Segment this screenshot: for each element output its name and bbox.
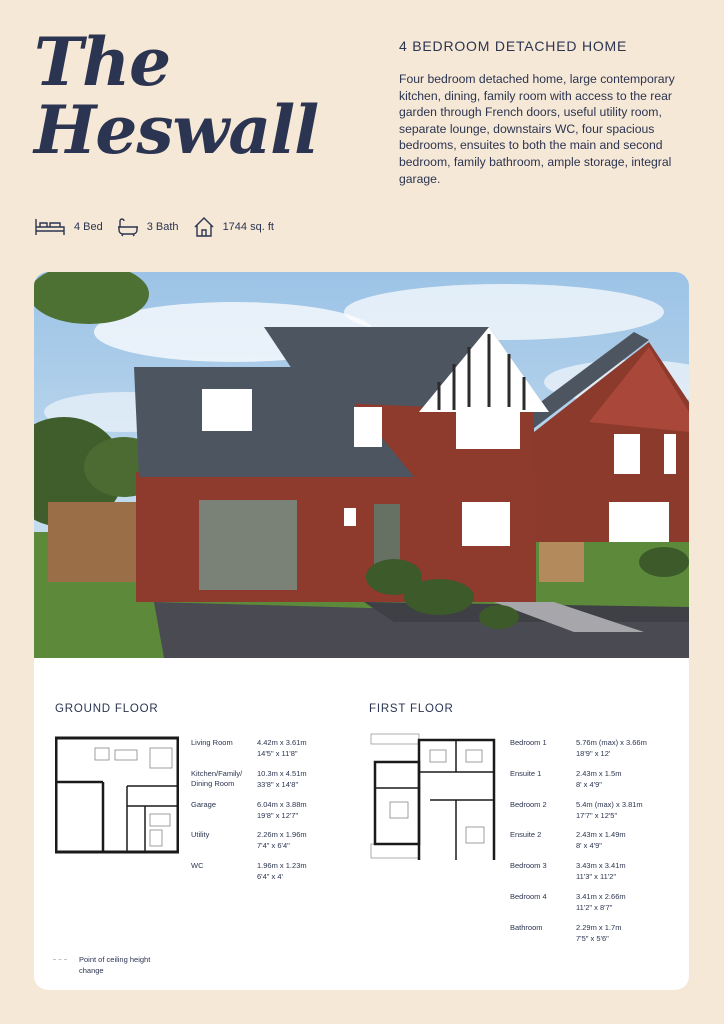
room-dimensions: 5.76m (max) x 3.66m 18'9" x 12' xyxy=(576,738,647,758)
room-dimensions: 3.41m x 2.66m 11'2" x 8'7" xyxy=(576,892,626,912)
bed-icon xyxy=(34,217,66,237)
room-dimensions: 6.04m x 3.88m 19'8" x 12'7" xyxy=(257,800,307,820)
room-name: Bathroom xyxy=(510,923,543,932)
stat-beds xyxy=(34,217,103,237)
stat-baths-label: 3 Bath xyxy=(146,221,179,233)
room-dimensions: 3.43m x 3.41m 11'3" x 11'2" xyxy=(576,861,626,881)
room-name: Living Room xyxy=(191,738,233,747)
ground-floor-plan xyxy=(55,736,179,854)
room-name: Utility xyxy=(191,830,210,839)
floorplan-card xyxy=(34,272,689,990)
room-dimensions: 2.26m x 1.96m 7'4" x 6'4" xyxy=(257,830,307,850)
room-dimensions: 2.43m x 1.5m 8' x 4'9" xyxy=(576,769,622,789)
house-icon xyxy=(193,216,215,238)
stat-beds-label: 4 Bed xyxy=(74,221,103,233)
room-dimensions: 1.96m x 1.23m 6'4" x 4' xyxy=(257,861,307,881)
room-dimensions: 10.3m x 4.51m 33'8" x 14'8" xyxy=(257,769,307,789)
room-dimensions: 4.42m x 3.61m 14'5" x 11'8" xyxy=(257,738,307,758)
stat-area-label: 1744 sq. ft xyxy=(222,221,274,233)
legend-text: Point of ceiling height change xyxy=(79,955,151,975)
room-name: Ensuite 2 xyxy=(510,830,542,839)
room-name: Bedroom 3 xyxy=(510,861,547,870)
room-dimensions: 2.29m x 1.7m 7'5" x 5'6" xyxy=(576,923,622,943)
house-description: Four bedroom detached home, large contemporary kitchen, dining, family room with access to the rear garden through French doors, useful utility room, separate lounge, downstairs WC, four spacious bedrooms, ensuites to both the main and second bedroom, family bathroom, ample storage, integral garage. xyxy=(399,72,675,186)
room-name: WC xyxy=(191,861,204,870)
first-floor-plan xyxy=(370,732,496,860)
room-name: Bedroom 1 xyxy=(510,738,547,747)
room-name: Bedroom 4 xyxy=(510,892,547,901)
bath-icon xyxy=(117,217,139,237)
stat-area xyxy=(193,216,274,238)
room-name: Ensuite 1 xyxy=(510,769,542,778)
ground-floor-title: GROUND FLOOR xyxy=(55,703,159,715)
stat-baths xyxy=(117,217,179,237)
title-line-2: Heswall xyxy=(34,91,319,169)
house-type-subtitle: 4 BEDROOM DETACHED HOME xyxy=(399,38,628,54)
room-dimensions: 5.4m (max) x 3.81m 17'7" x 12'5" xyxy=(576,800,643,820)
room-name: Garage xyxy=(191,800,217,809)
house-stats xyxy=(34,216,288,238)
house-exterior-image xyxy=(34,272,689,658)
room-dimensions: 2.43m x 1.49m 8' x 4'9" xyxy=(576,830,626,850)
legend-dashed-line xyxy=(53,959,67,960)
room-name: Bedroom 2 xyxy=(510,800,547,809)
title-line-1: The xyxy=(34,23,171,101)
house-name-title xyxy=(34,23,319,169)
room-name: Kitchen/Family/ Dining Room xyxy=(191,769,243,788)
first-floor-title: FIRST FLOOR xyxy=(369,703,454,715)
